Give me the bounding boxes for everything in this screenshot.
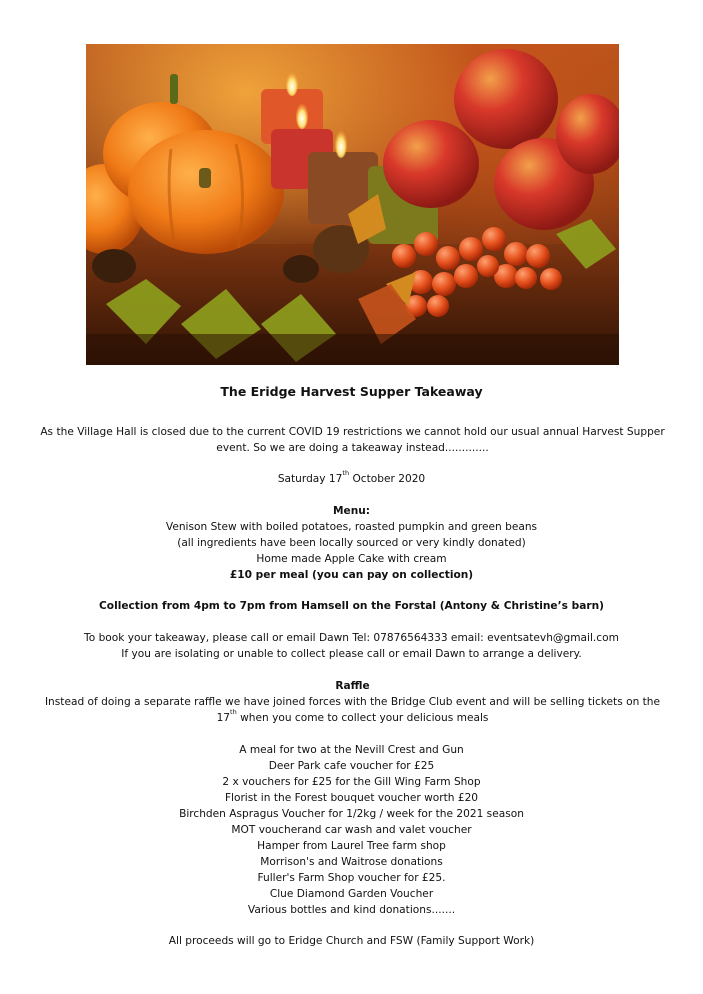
menu-heading: Menu: <box>332 505 371 517</box>
prize-item: A meal for two at the Nevill Crest and Gun <box>239 744 464 756</box>
collection-info: Collection from 4pm to 7pm from Hamsell on the Forstal (Antony & Christine’s barn) <box>99 600 604 612</box>
prize-item: Clue Diamond Garden Voucher <box>269 888 434 900</box>
menu-section <box>0 503 703 583</box>
intro-line-2: event. So we are doing a takeaway instead............. <box>216 442 489 454</box>
date-prefix: Saturday 17 <box>277 473 343 485</box>
harvest-photo <box>86 44 619 365</box>
harvest-photo-icon <box>86 44 619 365</box>
menu-line-2: (all ingredients have been locally sourced or very kindly donated) <box>177 537 526 549</box>
raffle-heading: Raffle <box>335 680 370 692</box>
prize-item: Fuller's Farm Shop voucher for £25. <box>257 872 446 884</box>
proceeds-note: All proceeds will go to Eridge Church and FSW (Family Support Work) <box>168 935 535 947</box>
prize-item: Birchden Aspragus Voucher for 1/2kg / week for the 2021 season <box>179 808 524 820</box>
raffle-line-1: Instead of doing a separate raffle we have joined forces with the Bridge Club event and will be selling tickets on the <box>44 696 661 708</box>
prize-item: Florist in the Forest bouquet voucher worth £20 <box>224 792 479 804</box>
raffle-line-2-sup: th <box>230 708 237 716</box>
page-title: The Eridge Harvest Supper Takeaway <box>220 384 483 399</box>
date-suffix: October 2020 <box>349 473 426 485</box>
prize-item: Hamper from Laurel Tree farm shop <box>257 840 446 852</box>
booking-info <box>0 630 703 662</box>
date-sup: th <box>342 469 350 477</box>
intro-line-1: As the Village Hall is closed due to the current COVID 19 restrictions we cannot hold our usual annual Harvest Supper <box>40 426 665 438</box>
booking-line-1: To book your takeaway, please call or email Dawn Tel: 07876564333 email: eventsatevh@gmail.com <box>84 632 619 644</box>
event-date <box>0 471 703 487</box>
raffle-line-2-suffix: when you come to collect your delicious meals <box>236 712 489 724</box>
raffle-section <box>40 678 665 726</box>
menu-price: £10 per meal (you can pay on collection) <box>229 569 474 581</box>
menu-line-3: Home made Apple Cake with cream <box>256 553 447 565</box>
booking-line-2: If you are isolating or unable to collect please call or email Dawn to arrange a delivery. <box>121 648 582 660</box>
prize-item: Various bottles and kind donations....... <box>247 904 456 916</box>
raffle-line-2 <box>40 710 665 726</box>
prize-item: Morrison's and Waitrose donations <box>260 856 443 868</box>
raffle-line-2-prefix: 17 <box>216 712 231 724</box>
prize-item: 2 x vouchers for £25 for the Gill Wing Farm Shop <box>222 776 481 788</box>
prize-list <box>0 742 703 918</box>
prize-item: Deer Park cafe voucher for £25 <box>268 760 435 772</box>
intro-paragraph <box>40 424 665 456</box>
menu-line-1: Venison Stew with boiled potatoes, roasted pumpkin and green beans <box>165 521 538 533</box>
prize-item: MOT voucherand car wash and valet voucher <box>231 824 472 836</box>
